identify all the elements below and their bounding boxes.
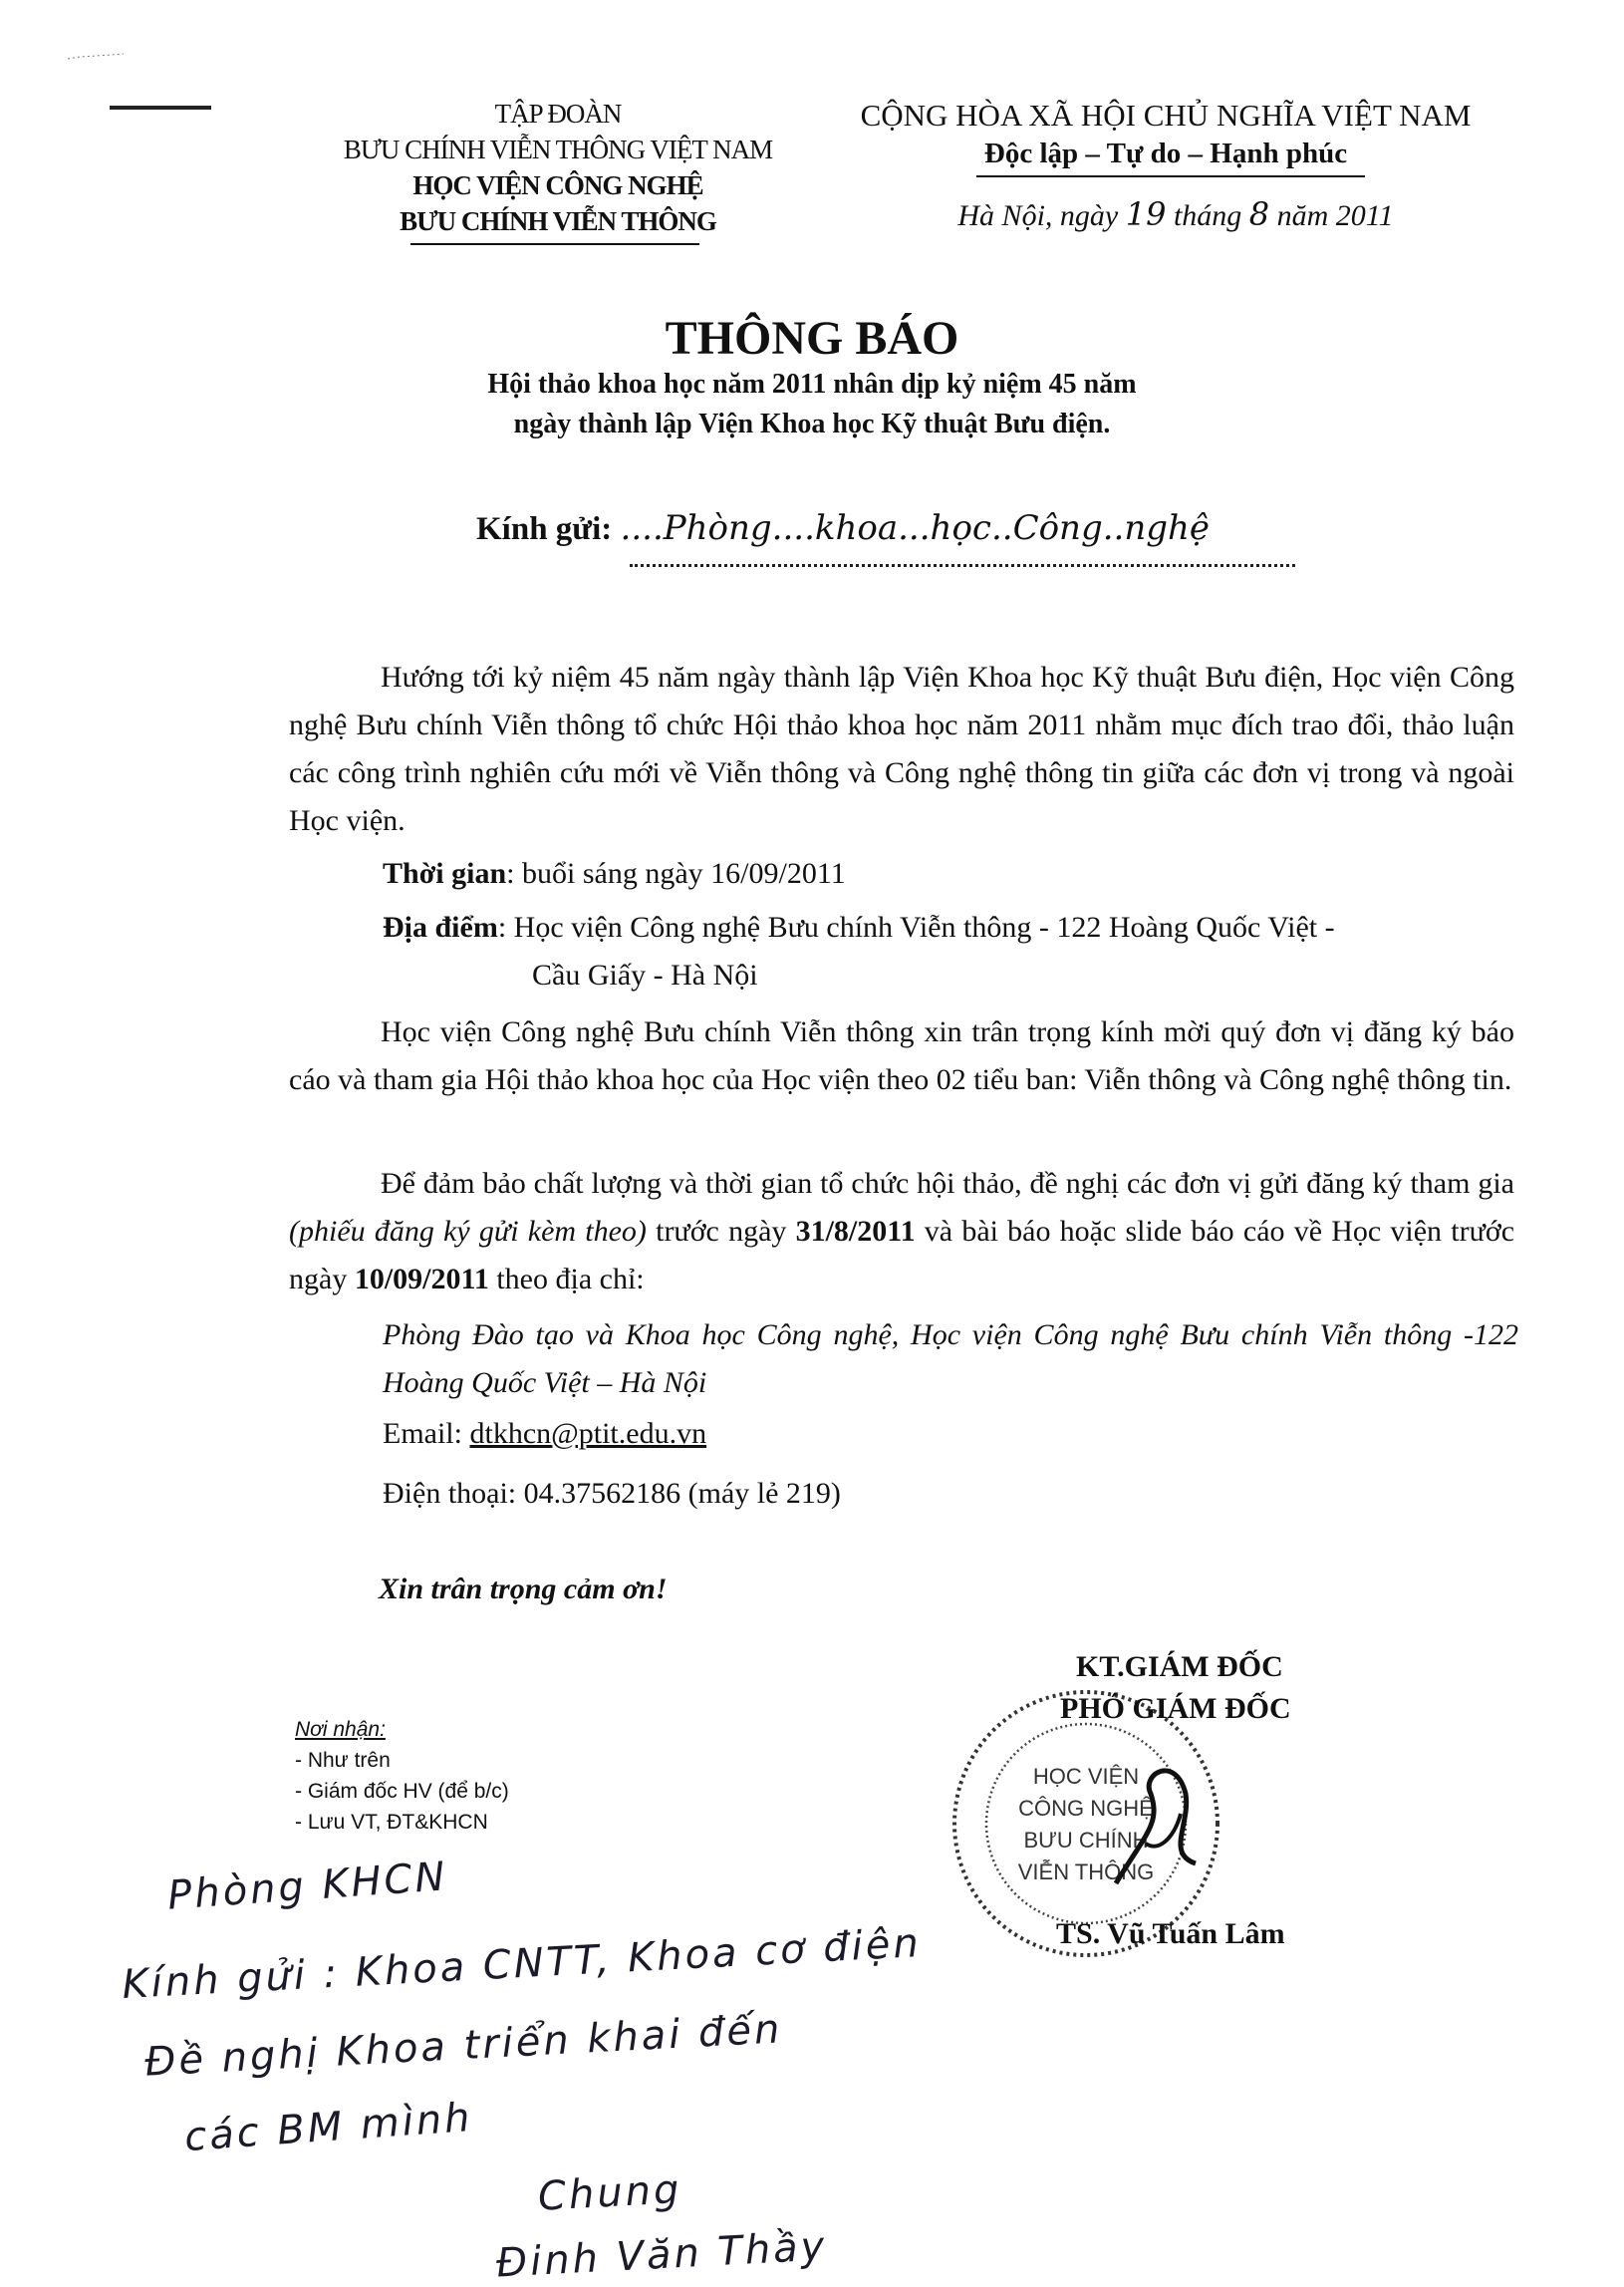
email-link[interactable]: dtkhcn@ptit.edu.vn (469, 1417, 707, 1450)
scan-speck (66, 48, 126, 56)
seal-line-4: VIỄN THÔNG (1017, 1859, 1155, 1884)
email-label: Email: (383, 1417, 470, 1450)
signature-role-2: PHÓ GIÁM ĐỐC (1060, 1692, 1291, 1725)
scan-mark (110, 106, 211, 110)
recipients-item: - Giám đốc HV (để b/c) (295, 1780, 509, 1803)
document-title: THÔNG BÁO (665, 312, 959, 365)
nation-name: CỘNG HÒA XÃ HỘI CHỦ NGHĨA VIỆT NAM (860, 98, 1472, 133)
recipients-item: - Lưu VT, ĐT&KHCN (295, 1811, 488, 1834)
handwritten-note-line: Kính gửi : Khoa CNTT, Khoa cơ điện (121, 1920, 923, 2008)
recipient-label: Kính gửi: (476, 511, 613, 547)
deadline-text-b: (phiếu đăng ký gửi kèm theo) (289, 1215, 647, 1248)
deadline-date-1: 31/8/2011 (795, 1215, 916, 1248)
org-line-2: BƯU CHÍNH VIỄN THÔNG VIỆT NAM (343, 135, 773, 164)
deadline-date-2: 10/09/2011 (354, 1263, 489, 1295)
paragraph-intro: Hướng tới kỷ niệm 45 năm ngày thành lập Viện Khoa học Kỹ thuật Bưu điện, Học viện Công nghệ Bưu chính Viễn thông tổ chức Hội thảo khoa học năm 2011 nhằm mục đích trao đổi, thảo luận các công trình nghiên cứu mới về Viễn thông và Công nghệ thông tin giữa các đơn vị trong và ngoài Học viện. (289, 661, 1514, 837)
deadline-text-a: Để đảm bảo chất lượng và thời gian tổ chức hội thảo, đề nghị các đơn vị gửi đăng ký tham gia (381, 1167, 1514, 1200)
handwritten-note-line: các BM mình (182, 2094, 474, 2161)
deadline-text-c: trước ngày (646, 1215, 796, 1248)
recipients-item: - Như trên (295, 1749, 391, 1772)
date-year: năm 2011 (1276, 199, 1394, 232)
date-day: 19 (1125, 195, 1167, 233)
paragraph-invitation: Học viện Công nghệ Bưu chính Viễn thông xin trân trọng kính mời quý đơn vị đăng ký báo cáo và tham gia Hội thảo khoa học của Học viện theo 02 tiểu ban: Viễn thông và Công nghệ thông tin. (289, 1015, 1514, 1096)
org-underline (410, 243, 699, 245)
recipients-list (295, 1714, 509, 1838)
dateline (897, 195, 1455, 233)
seal-line-2: CÔNG NGHỆ (1018, 1796, 1154, 1821)
subtitle-line-1: Hội thảo khoa học năm 2011 nhân dịp kỷ niệm 45 năm (487, 369, 1137, 400)
place-line (383, 911, 1335, 945)
recipient-value: ....Phòng....khoa...học..Công..nghệ (620, 508, 1211, 548)
handwritten-signature: Chung (536, 2166, 683, 2220)
national-header (847, 96, 1485, 171)
date-month-label: tháng (1173, 199, 1242, 232)
signatory-name: TS. Vũ Tuấn Lâm (1056, 1917, 1285, 1950)
date-month: 8 (1248, 195, 1270, 233)
email-line (383, 1417, 706, 1451)
time-line (383, 857, 846, 891)
signature-role-1: KT.GIÁM ĐỐC (1076, 1650, 1283, 1683)
date-prefix: Hà Nội, ngày (957, 199, 1119, 232)
phone-line: Điện thoại: 04.37562186 (máy lẻ 219) (383, 1477, 841, 1510)
paragraph-deadline (289, 1160, 1514, 1303)
contact-address: Phòng Đào tạo và Khoa học Công nghệ, Học viện Công nghệ Bưu chính Viễn thông -122 Hoàng Quốc Việt – Hà Nội (383, 1318, 1518, 1399)
organization-header (299, 96, 817, 239)
org-line-1: TẬP ĐOÀN (494, 99, 622, 129)
handwritten-note-line: Đề nghị Khoa triển khai đến (143, 2006, 784, 2086)
place-value: : Học viện Công nghệ Bưu chính Viễn thông - 122 Hoàng Quốc Việt - (497, 911, 1335, 944)
subtitle-line-2: ngày thành lập Viện Khoa học Kỹ thuật Bưu điện. (513, 409, 1111, 439)
recipients-heading: Nơi nhận: (295, 1718, 386, 1741)
org-line-4: BƯU CHÍNH VIỄN THÔNG (400, 206, 716, 236)
nation-underline (976, 175, 1365, 177)
time-label: Thời gian (383, 857, 507, 890)
nation-motto: Độc lập – Tự do – Hạnh phúc (983, 138, 1348, 169)
handwritten-note-line: Phòng KHCN (165, 1854, 449, 1919)
seal-line-1: HỌC VIỆN (1032, 1764, 1140, 1789)
time-value: : buổi sáng ngày 16/09/2011 (506, 857, 846, 890)
place-label: Địa điểm (383, 911, 498, 944)
org-line-3: HỌC VIỆN CÔNG NGHỆ (412, 170, 703, 200)
recipient-dotted-line (630, 558, 1295, 567)
place-line-2: Cầu Giấy - Hà Nội (532, 959, 758, 992)
closing-thanks: Xin trân trọng cảm ơn! (379, 1572, 668, 1605)
handwritten-name: Đinh Văn Thầy (495, 2223, 829, 2287)
deadline-text-e: và bài báo hoặc slide báo cáo về Học viện trước ngày (289, 1215, 1515, 1295)
seal-line-3: BƯU CHÍNH (1023, 1828, 1149, 1853)
recipient-line (476, 508, 1210, 548)
deadline-text-g: theo địa chỉ: (488, 1263, 645, 1295)
